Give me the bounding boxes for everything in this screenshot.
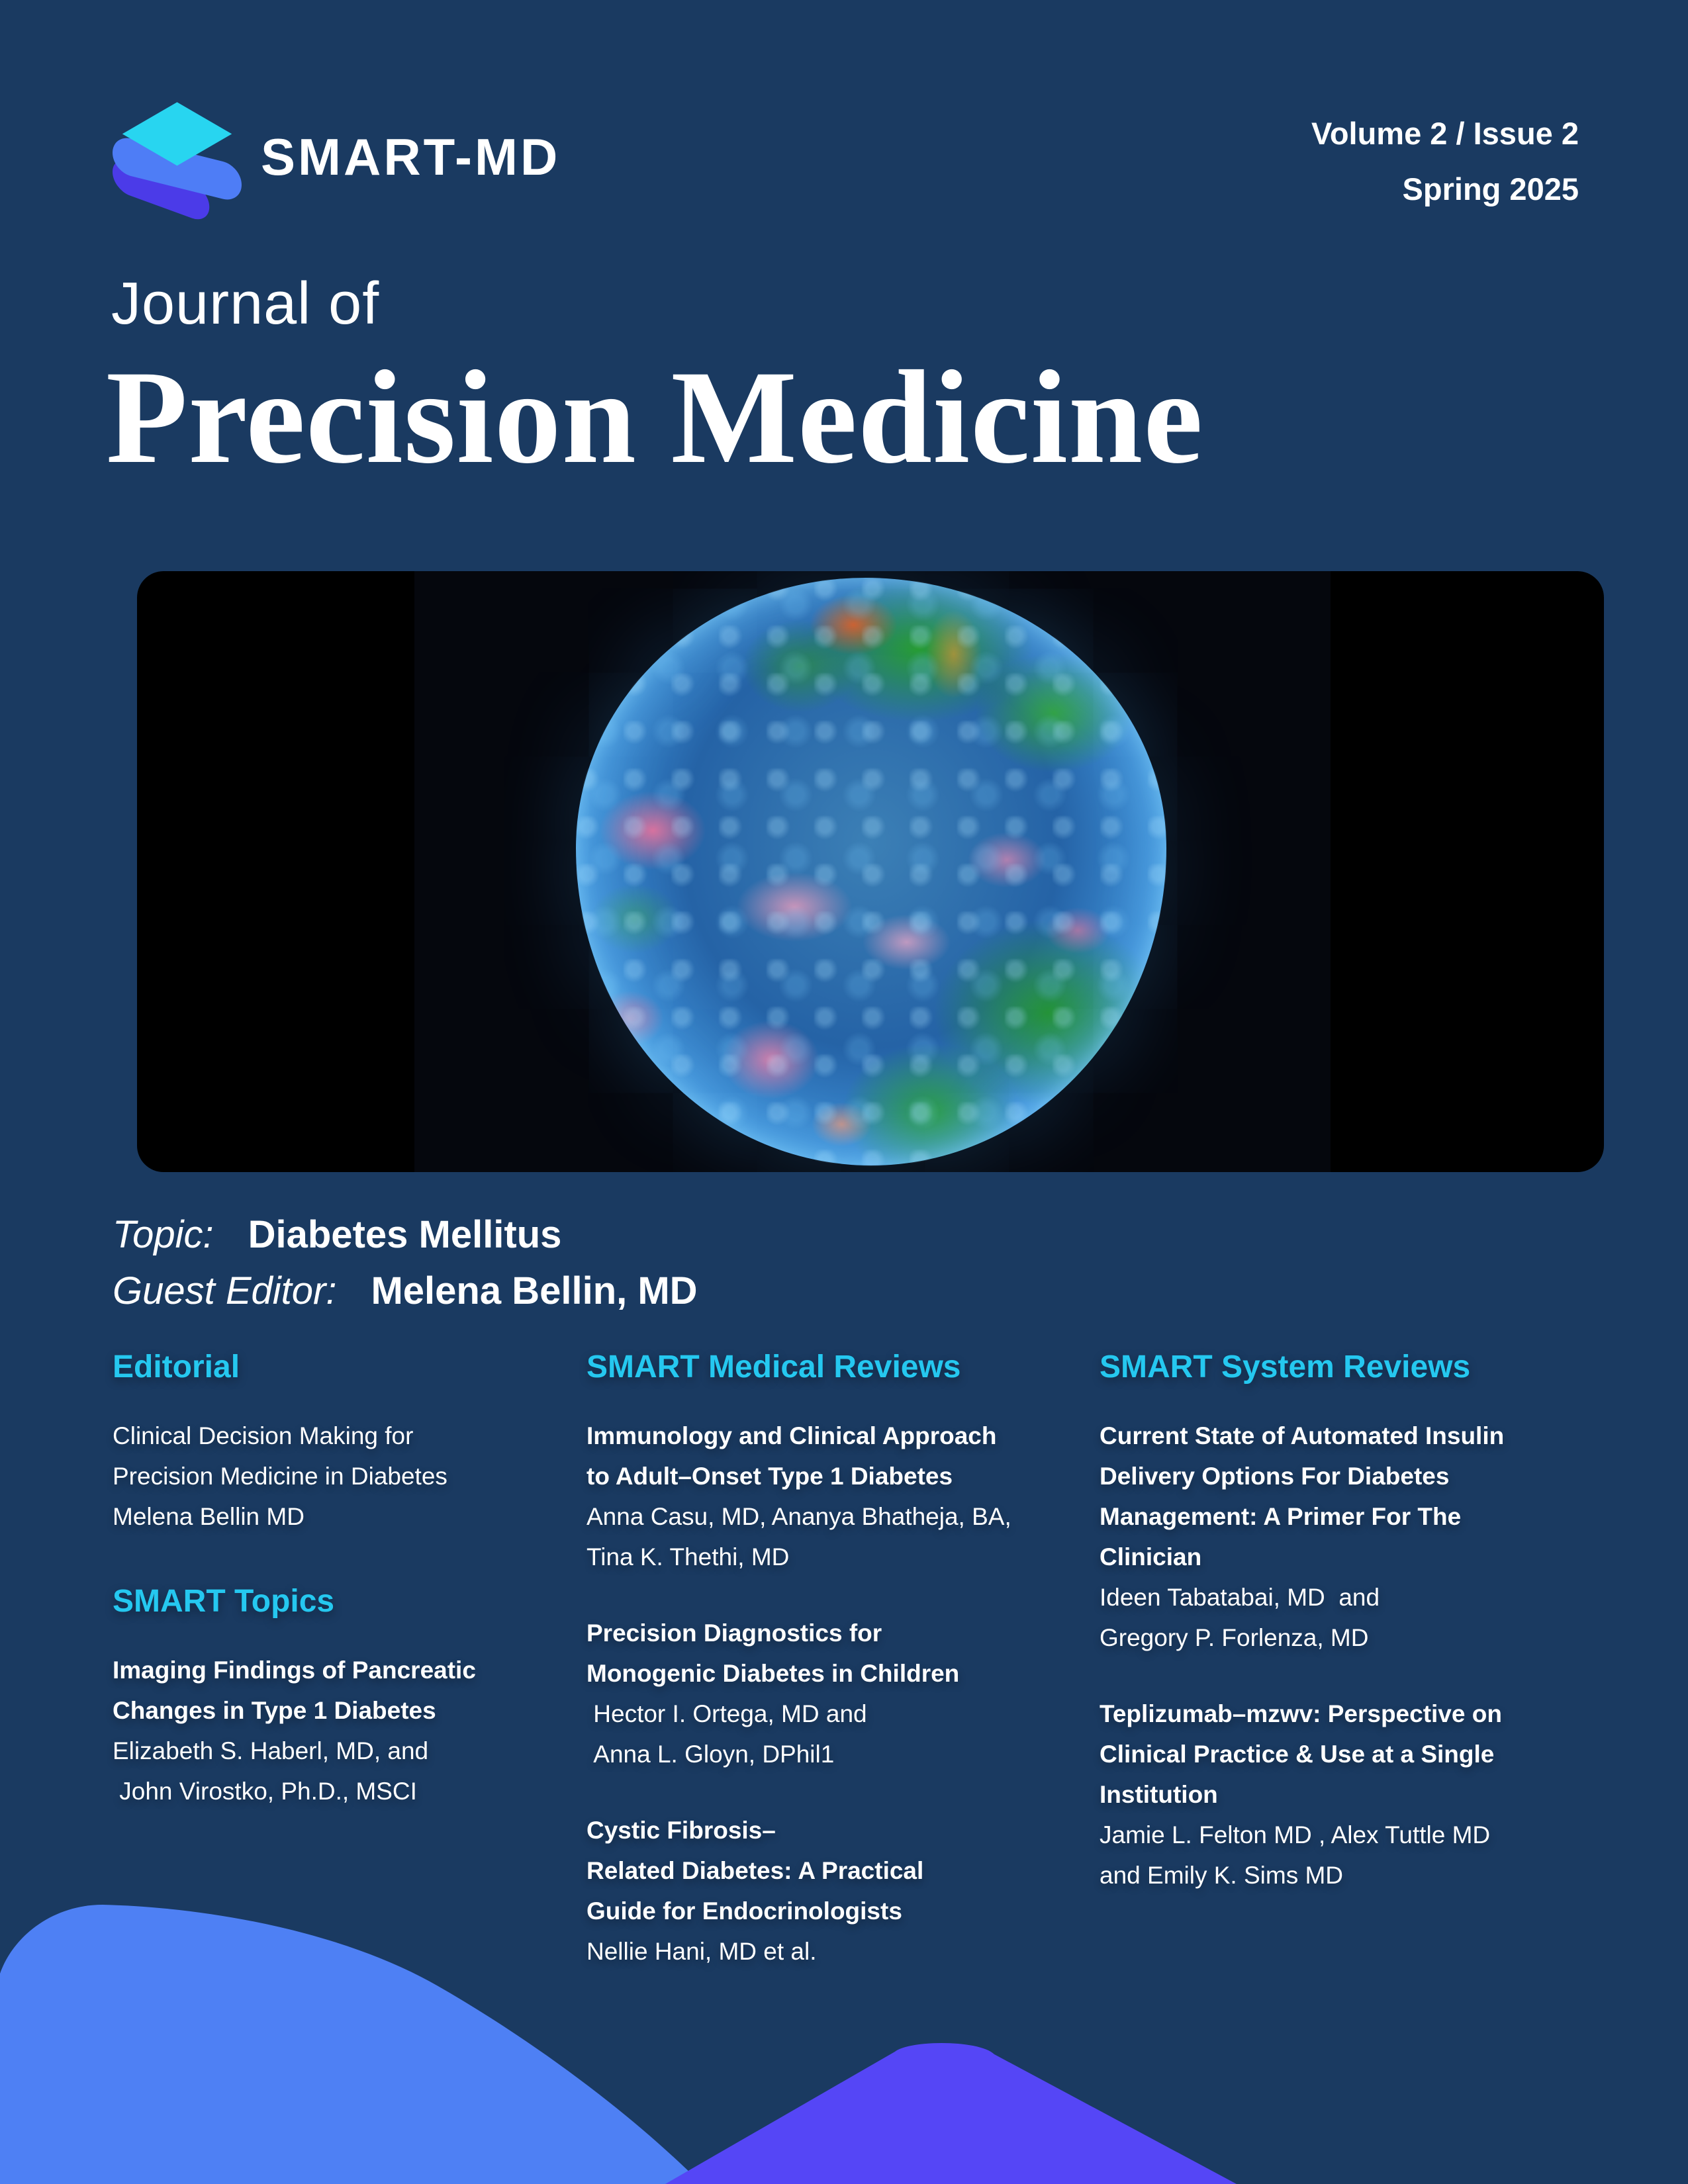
article-title-line: Clinical Decision Making for [113, 1422, 414, 1449]
guest-editor-value: Melena Bellin, MD [371, 1269, 698, 1312]
cover-topbar [109, 93, 1579, 232]
article-title-line: Clinical Practice & Use at a Single [1100, 1741, 1495, 1768]
article-author-line: Nellie Hani, MD et al. [586, 1938, 817, 1965]
article-title-line: Teplizumab–mzwv: Perspective on [1100, 1700, 1502, 1727]
guest-editor-line [113, 1269, 698, 1313]
article [586, 1416, 1050, 1577]
article-author-line: Melena Bellin MD [113, 1503, 305, 1530]
article-author-line: Tina K. Thethi, MD [586, 1543, 790, 1570]
article-author-line: Elizabeth S. Haberl, MD, and [113, 1737, 429, 1764]
article-title-line: Related Diabetes: A Practical [586, 1857, 924, 1884]
islet-micrograph [414, 571, 1331, 1172]
masthead [106, 270, 1581, 491]
article-author-line: John Virostko, Ph.D., MSCI [113, 1778, 417, 1805]
wave-purple [665, 2043, 1237, 2184]
toc-section [113, 1349, 541, 1537]
brand [109, 93, 560, 222]
article-author-line: Hector I. Ortega, MD and [586, 1700, 867, 1727]
topic-value: Diabetes Mellitus [248, 1213, 562, 1256]
article-author-line: and Emily K. Sims MD [1100, 1862, 1344, 1889]
article-title-line: Clinician [1100, 1543, 1202, 1570]
guest-editor-label: Guest Editor: [113, 1269, 337, 1312]
article-title-line: Precision Medicine in Diabetes [113, 1463, 447, 1490]
article-title-line: Immunology and Clinical Approach [586, 1422, 997, 1449]
article-title-line: to Adult–Onset Type 1 Diabetes [586, 1463, 953, 1490]
article-title-line: Changes in Type 1 Diabetes [113, 1697, 436, 1724]
section-heading: SMART Topics [113, 1584, 335, 1619]
article [1100, 1416, 1585, 1658]
journal-title: Precision Medicine [106, 343, 1203, 491]
smart-md-logo-icon [109, 93, 245, 222]
article-title-line: Monogenic Diabetes in Children [586, 1660, 960, 1687]
topic-block [113, 1212, 698, 1325]
journal-kicker: Journal of [111, 271, 380, 337]
article-author-line: Anna Casu, MD, Ananya Bhatheja, BA, [586, 1503, 1011, 1530]
article-title-line: Imaging Findings of Pancreatic [113, 1657, 476, 1684]
cover-image-frame [137, 571, 1604, 1172]
article [113, 1416, 541, 1537]
islet-cell-cluster [576, 578, 1166, 1165]
issue-season: Spring 2025 [1402, 171, 1579, 206]
issue-volume: Volume 2 / Issue 2 [1311, 116, 1579, 151]
section-heading: Editorial [113, 1349, 240, 1385]
decorative-waves [0, 1734, 1688, 2184]
issue-info [1311, 106, 1579, 217]
article-title-line: Management: A Primer For The [1100, 1503, 1462, 1530]
article-title-line: Institution [1100, 1781, 1218, 1808]
article-title-line: Guide for Endocrinologists [586, 1897, 902, 1925]
wave-light-blue [0, 1905, 702, 2184]
article-title-line: Delivery Options For Diabetes [1100, 1463, 1450, 1490]
topic-line [113, 1212, 698, 1257]
section-heading: SMART System Reviews [1100, 1349, 1471, 1385]
article-title-line: Precision Diagnostics for [586, 1619, 882, 1647]
article-title-line: Cystic Fibrosis– [586, 1817, 776, 1844]
article-title-line: Current State of Automated Insulin [1100, 1422, 1505, 1449]
brand-name: SMART-MD [261, 128, 561, 186]
section-heading: SMART Medical Reviews [586, 1349, 961, 1385]
article-author-line: Jamie L. Felton MD , Alex Tuttle MD [1100, 1821, 1491, 1848]
article-author-line: Ideen Tabatabai, MD and [1100, 1584, 1380, 1611]
article-author-line: Gregory P. Forlenza, MD [1100, 1624, 1369, 1651]
article-author-line: Anna L. Gloyn, DPhil1 [586, 1741, 835, 1768]
islet-cell-texture [576, 578, 1166, 1165]
topic-label: Topic: [113, 1213, 214, 1256]
